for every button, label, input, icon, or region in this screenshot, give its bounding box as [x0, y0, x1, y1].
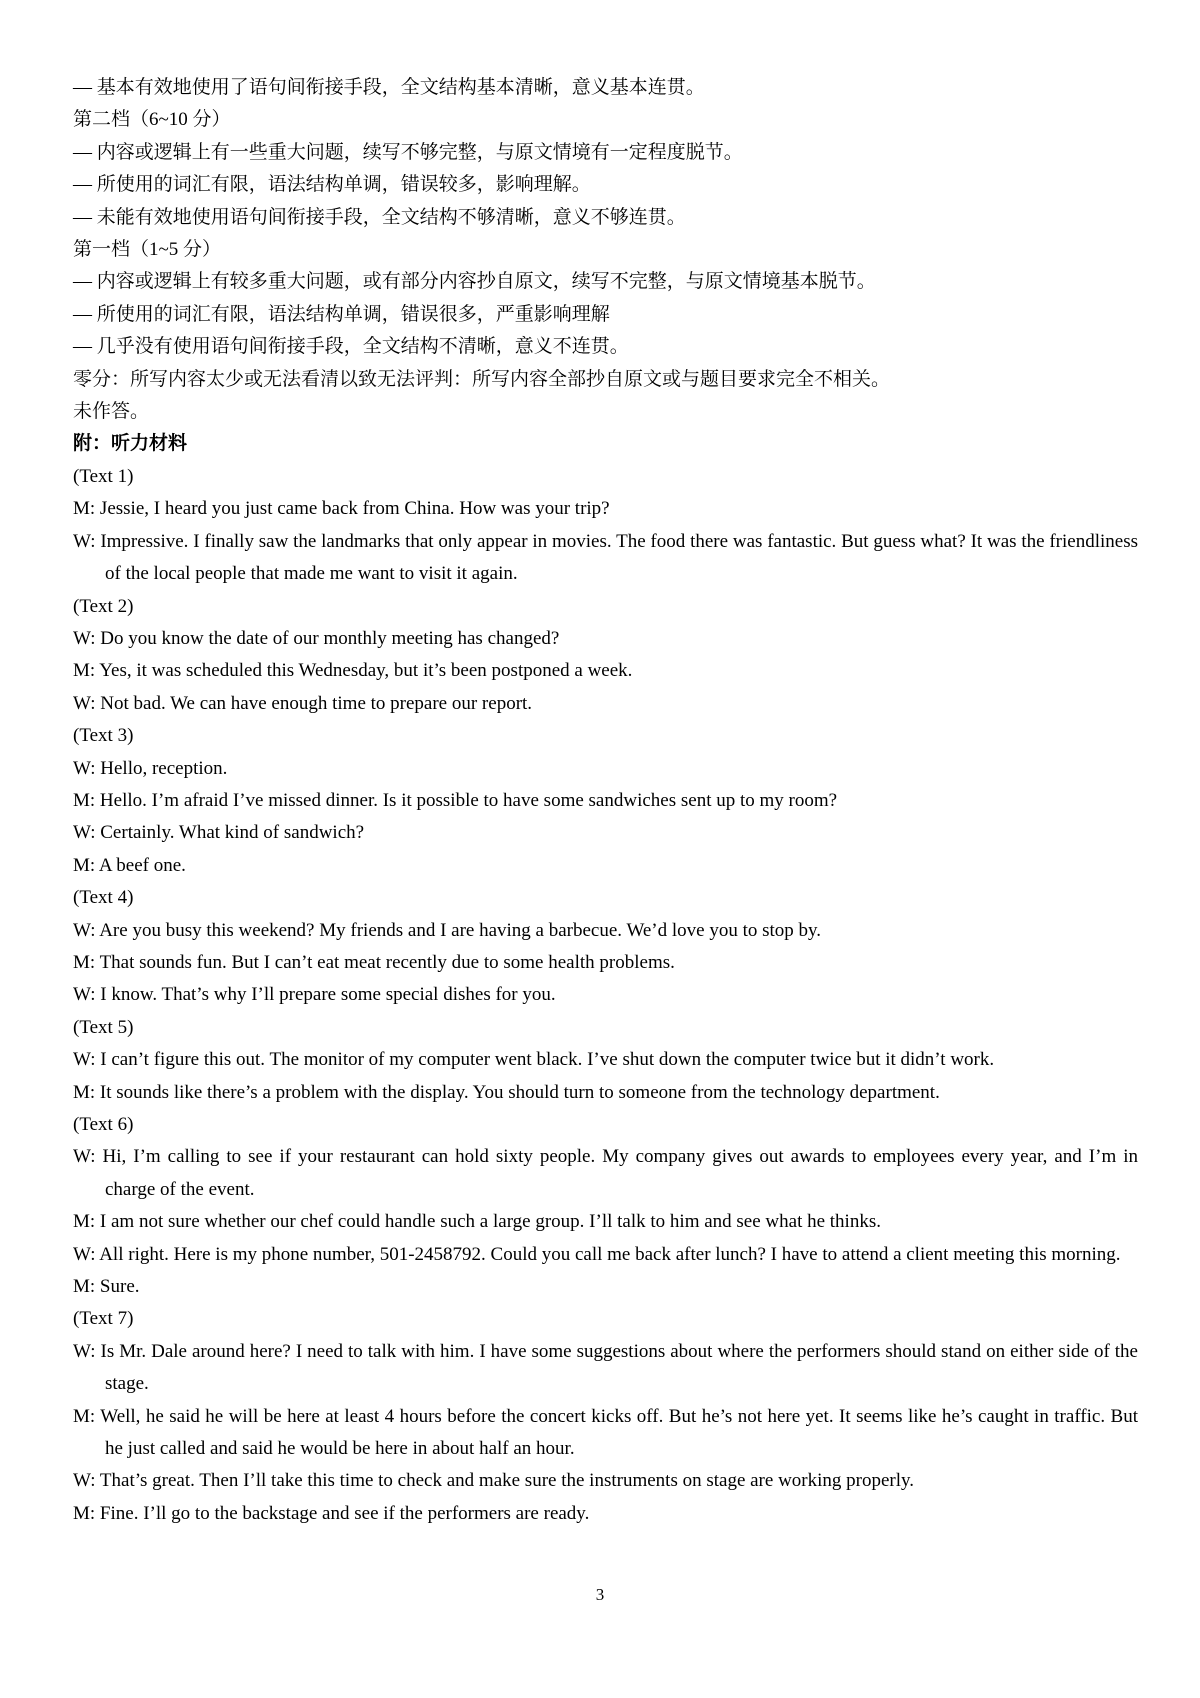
- dialogue-turn: M: Sure.: [73, 1276, 140, 1298]
- rubric-line: — 未能有效地使用语句间衔接手段，全文结构不够清晰，意义不够连贯。: [73, 206, 686, 228]
- dialogue-turn: M: Hello. I’m afraid I’ve missed dinner. Is it possible to have some sandwiches sent up to my room?: [73, 789, 838, 811]
- text-label: (Text 4): [73, 887, 134, 909]
- rubric-line: — 所使用的词汇有限，语法结构单调，错误较多，影响理解。: [73, 174, 591, 196]
- text-label: (Text 5): [73, 1016, 134, 1038]
- rubric-line: — 几乎没有使用语句间衔接手段，全文结构不清晰，意义不连贯。: [73, 336, 629, 358]
- dialogue-turn: M: That sounds fun. But I can’t eat meat recently due to some health problems.: [73, 951, 675, 973]
- document-page: [73, 72, 1138, 1530]
- dialogue-turn: W: All right. Here is my phone number, 501-2458792. Could you call me back after lunch? I have to attend a client meeting this morning.: [73, 1243, 1121, 1265]
- page-number: 3: [595, 1585, 605, 1604]
- dialogue-turn: W: Hello, reception.: [73, 757, 228, 779]
- dialogue-turn: W: Hi, I’m calling to see if your restaurant can hold sixty people. My company gives out awards to employees every year, and I’m in charge of the event.: [73, 1146, 1138, 1200]
- dialogue-turn: M: Well, he said he will be here at least 4 hours before the concert kicks off. But he’s not here yet. It seems like he’s caught in traffic. But he just called and said he would be here in about half an hour.: [73, 1405, 1138, 1460]
- rubric-line: — 所使用的词汇有限，语法结构单调，错误很多，严重影响理解: [73, 303, 610, 325]
- dialogue-turn: W: Are you busy this weekend? My friends and I are having a barbecue. We’d love you to stop by.: [73, 919, 822, 941]
- rubric-line: 第二档（6~10 分）: [73, 109, 231, 131]
- text-label: (Text 6): [73, 1114, 134, 1135]
- text-label: (Text 2): [73, 595, 134, 617]
- rubric-line: 未作答。: [73, 401, 150, 423]
- rubric-line: — 内容或逻辑上有较多重大问题，或有部分内容抄自原文，续写不完整，与原文情境基本脱节。: [73, 271, 876, 293]
- dialogue-turn: W: Certainly. What kind of sandwich?: [73, 822, 365, 844]
- dialogue-turn: W: I know. That’s why I’ll prepare some special dishes for you.: [73, 984, 556, 1006]
- rubric-line: 零分：所写内容太少或无法看清以致无法评判：所写内容全部抄自原文或与题目要求完全不相关。: [73, 368, 891, 390]
- rubric-line: 第一档（1~5 分）: [73, 239, 222, 261]
- dialogue-turn: M: I am not sure whether our chef could handle such a large group. I’ll talk to him and see what he thinks.: [73, 1211, 881, 1233]
- rubric-line: — 基本有效地使用了语句间衔接手段，全文结构基本清晰，意义基本连贯。: [73, 77, 705, 98]
- dialogue-turn: W: Do you know the date of our monthly meeting has changed?: [73, 627, 560, 649]
- listening-transcript: [73, 461, 1138, 1530]
- dialogue-turn: W: Impressive. I finally saw the landmarks that only appear in movies. The food there was fantastic. But guess what? It was the friendliness of the local people that made me want to visit it again.: [73, 530, 1138, 585]
- section-heading: 附：听力材料: [73, 433, 188, 455]
- text-label: (Text 1): [73, 465, 134, 487]
- dialogue-turn: M: A beef one.: [73, 854, 186, 876]
- text-label: (Text 7): [73, 1308, 134, 1330]
- dialogue-turn: M: Yes, it was scheduled this Wednesday, but it’s been postponed a week.: [73, 660, 633, 682]
- text-label: (Text 3): [73, 725, 134, 747]
- rubric-line: — 内容或逻辑上有一些重大问题，续写不够完整，与原文情境有一定程度脱节。: [73, 141, 743, 163]
- dialogue-turn: W: Not bad. We can have enough time to prepare our report.: [73, 692, 533, 714]
- dialogue-turn: M: Fine. I’ll go to the backstage and see if the performers are ready.: [73, 1502, 590, 1524]
- dialogue-turn: M: Jessie, I heard you just came back from China. How was your trip?: [73, 498, 610, 520]
- dialogue-turn: W: Is Mr. Dale around here? I need to talk with him. I have some suggestions about where the performers should stand on either side of the stage.: [73, 1340, 1138, 1395]
- dialogue-turn: W: I can’t figure this out. The monitor of my computer went black. I’ve shut down the computer twice but it didn’t work.: [73, 1049, 995, 1071]
- dialogue-turn: M: It sounds like there’s a problem with the display. You should turn to someone from the technology department.: [73, 1081, 940, 1103]
- dialogue-turn: W: That’s great. Then I’ll take this time to check and make sure the instruments on stage are working properly.: [73, 1470, 915, 1492]
- scoring-rubric: [73, 72, 1138, 461]
